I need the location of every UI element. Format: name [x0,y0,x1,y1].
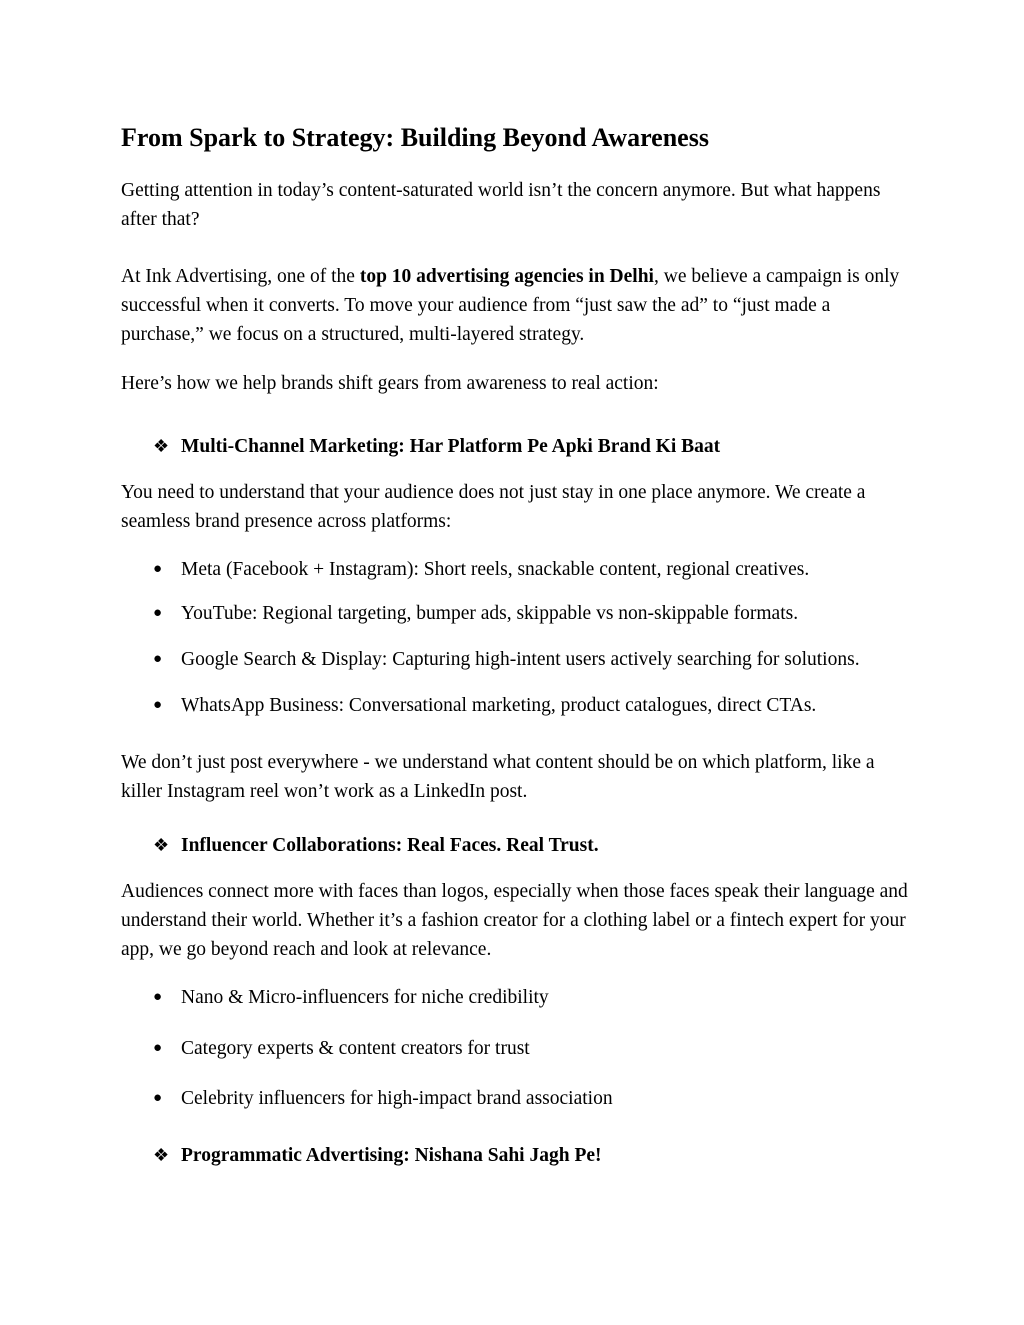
document-page [121,120,911,1170]
diamond-bullet-icon: ❖ [153,436,170,456]
list-item-text: WhatsApp Business: Conversational marketing, product catalogues, direct CTAs. [181,695,817,716]
list-item [153,1086,911,1111]
section-heading-programmatic [153,1141,911,1170]
section-heading-text: Multi-Channel Marketing: Har Platform Pe Apki Brand Ki Baat [181,436,721,457]
list-item [153,557,911,582]
bullet-icon: ● [153,1090,163,1106]
section-heading-influencer [153,831,911,860]
bullet-icon: ● [153,605,163,621]
agency-keyword-link: top 10 advertising agencies in Delhi [359,266,654,287]
section-heading-multi-channel [153,432,911,461]
transition-paragraph: Here’s how we help brands shift gears from awareness to real action: [121,373,659,394]
section-intro-paragraph: Audiences connect more with faces than logos, especially when those faces speak their language and understand their world. Whether it’s a fashion creator for a clothing label or a fintech expert for your app, we go beyond reach and look at relevance. [121,881,908,960]
list-item-text: Celebrity influencers for high-impact brand association [181,1088,613,1109]
list-item [153,985,911,1010]
bullet-icon: ● [153,989,163,1005]
agency-paragraph [121,262,911,349]
agency-paragraph-text-end: , we believe a campaign is only successful when it converts. To move your audience from “just saw the ad” to “just made a purchase,” we focus on a structured, multi-layered strategy. [121,266,900,345]
section-intro-paragraph: You need to understand that your audience does not just stay in one place anymore. We create a seamless brand presence across platforms: [121,482,866,532]
list-item-text: Nano & Micro-influencers for niche credibility [181,987,549,1008]
intro-paragraph: Getting attention in today’s content-saturated world isn’t the concern anymore. But what happens after that? [121,180,881,230]
platform-list [121,557,911,718]
list-item-text: YouTube: Regional targeting, bumper ads, skippable vs non-skippable formats. [181,603,799,624]
section-heading-text: Influencer Collaborations: Real Faces. Real Trust. [181,835,599,856]
bullet-icon: ● [153,651,163,667]
section-outro-paragraph: We don’t just post everywhere - we understand what content should be on which platform, like a killer Instagram reel won’t work as a LinkedIn post. [121,752,875,802]
bullet-icon: ● [153,697,163,713]
list-item [153,601,911,626]
diamond-bullet-icon: ❖ [153,835,170,855]
bullet-icon: ● [153,1040,163,1056]
list-item [153,1036,911,1061]
list-item [153,693,911,718]
page-title: From Spark to Strategy: Building Beyond Awareness [121,123,709,152]
list-item-text: Category experts & content creators for trust [181,1038,530,1059]
list-item [153,647,911,672]
bullet-icon: ● [153,561,163,577]
list-item-text: Meta (Facebook + Instagram): Short reels, snackable content, regional creatives. [181,559,810,580]
influencer-list [121,985,911,1111]
section-heading-text: Programmatic Advertising: Nishana Sahi Jagh Pe! [181,1145,602,1166]
list-item-text: Google Search & Display: Capturing high-intent users actively searching for solutions. [181,649,860,670]
agency-paragraph-text-start: At Ink Advertising, one of the [121,266,360,287]
diamond-bullet-icon: ❖ [153,1145,170,1165]
